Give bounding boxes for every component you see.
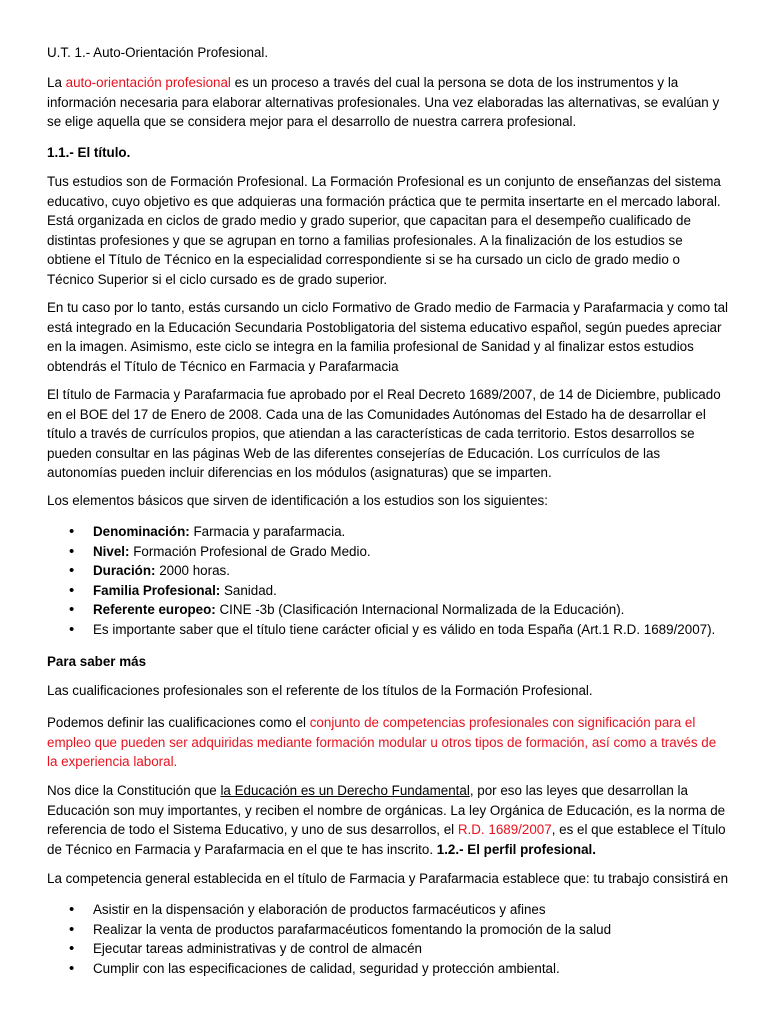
rd-reference: R.D. 1689/2007	[457, 822, 552, 837]
item-value: 2000 horas.	[155, 563, 230, 578]
para-saber-mas-heading: Para saber más	[47, 654, 147, 669]
constitucion-text-b: , por eso las leyes que desarrollan la Educación son muy importantes, y reciben el nombre de orgánicas. La ley Orgánica de Educación, es la norma de referencia de todo el Sistema Educativo, y uno de sus desarrollos, el	[47, 783, 726, 837]
paragraph-competencia-general: La competencia general establecida en el título de Farmacia y Parafarmacia establece que: tu trabajo consistirá en	[47, 871, 729, 886]
paragraph-cualificaciones: Las cualificaciones profesionales son el referente de los títulos de la Formación Profesional.	[47, 683, 593, 698]
derecho-fundamental-underline: la Educación es un Derecho Fundamental	[220, 783, 470, 798]
section-heading-titulo: 1.1.- El título.	[47, 145, 131, 160]
item-label: Nivel:	[93, 543, 130, 559]
item-value: Es importante saber que el título tiene carácter oficial y es válido en toda España (Art.1 R.D. 1689/2007).	[93, 621, 716, 637]
item-label: Familia Profesional:	[93, 582, 221, 598]
list-item: • Realizar la venta de productos parafarmacéuticos fomentando la promoción de la salud	[47, 920, 729, 940]
item-label: Duración:	[93, 563, 156, 578]
intro-paragraph	[47, 73, 729, 132]
intro-text-b: es un proceso a través del cual la persona se dota de los instrumentos y la información necesaria para elaborar alternativas profesionales. Una vez elaboradas las alternativas, se evalúan y se elige aquella que se considera mejor para el desarrollo de nuestra carrera profesional.	[47, 75, 720, 129]
constitucion-text-a: Nos dice la Constitución que	[47, 783, 221, 798]
item-label: Referente europeo:	[93, 602, 216, 617]
tasks-list	[47, 900, 729, 978]
list-item	[47, 561, 729, 581]
list-item	[47, 522, 729, 542]
paragraph-formacion-profesional: Tus estudios son de Formación Profesional. La Formación Profesional es un conjunto de enseñanzas del sistema educativo, cuyo objetivo es que adquieras una formación práctica que te permita insertarte en el mercado laboral. Está organizada en ciclos de grado medio y grado superior, que capacitan para el desempeño cualificado de distintas profesiones y que se agrupan en torno a familias profesionales. A la finalización de los estudios se obtiene el Título de Técnico en la especialidad correspondiente si se ha cursado un ciclo de grado medio o Técnico Superior si el ciclo cursado es de grado superior.	[47, 174, 721, 287]
intro-text-a: La	[47, 75, 66, 90]
list-item: • Ejecutar tareas administrativas y de control de almacén	[47, 939, 729, 959]
paragraph-tu-caso: En tu caso por lo tanto, estás cursando un ciclo Formativo de Grado medio de Farmacia y Parafarmacia y como tal está integrado en la Educación Secundaria Postobligatoria del sistema educativo español, según puedes apreciar en la imagen. Asimismo, este ciclo se integra en la familia profesional de Sanidad y al finalizar estos estudios obtendrás el Título de Técnico en Farmacia y Parafarmacia	[47, 300, 729, 374]
item-label: Denominación:	[93, 524, 190, 539]
list-item	[47, 600, 729, 620]
item-value: Sanidad.	[220, 582, 277, 598]
list-item	[47, 542, 729, 562]
document-title: U.T. 1.- Auto-Orientación Profesional.	[47, 45, 269, 60]
paragraph-real-decreto: El título de Farmacia y Parafarmacia fue aprobado por el Real Decreto 1689/2007, de 14 de Diciembre, publicado en el BOE del 17 de Enero de 2008. Cada una de las Comunidades Autónomas del Estado ha de desarrollar el título a través de currículos propios, que atiendan a las características de cada territorio. Estos desarrollos se pueden consultar en las páginas Web de las diferentes consejerías de Educación. Los currículos de las autonomías pueden incluir diferencias en los módulos (asignaturas) que se imparten.	[47, 387, 721, 480]
identification-list	[47, 522, 729, 639]
section-heading-perfil: 1.2.- El perfil profesional.	[436, 841, 597, 857]
paragraph-constitucion	[47, 781, 729, 859]
item-value: CINE -3b (Clasificación Internacional Normalizada de la Educación).	[215, 602, 625, 617]
definition-highlight: conjunto de competencias profesionales con significación para el empleo que pueden ser adquiridas mediante formación modular u otros tipos de formación, así como a través de la experiencia laboral.	[47, 715, 717, 769]
definition-text-a: Podemos definir las cualificaciones como el	[47, 715, 310, 730]
paragraph-elementos-basicos: Los elementos básicos que sirven de identificación a los estudios son los siguientes:	[47, 493, 548, 508]
item-value: Farmacia y parafarmacia.	[189, 524, 346, 539]
item-value: Formación Profesional de Grado Medio.	[129, 543, 371, 559]
list-item: • Asistir en la dispensación y elaboración de productos farmacéuticos y afines	[47, 900, 729, 920]
list-item: • Cumplir con las especificaciones de calidad, seguridad y protección ambiental.	[47, 959, 729, 979]
constitucion-text-c: , es el que establece el Título de Técnico en Farmacia y Parafarmacia en el que te has inscrito.	[47, 822, 726, 857]
list-item	[47, 581, 729, 601]
paragraph-definicion-cualificaciones	[47, 713, 729, 772]
intro-highlight: auto-orientación profesional	[65, 75, 231, 90]
list-item	[47, 620, 729, 640]
